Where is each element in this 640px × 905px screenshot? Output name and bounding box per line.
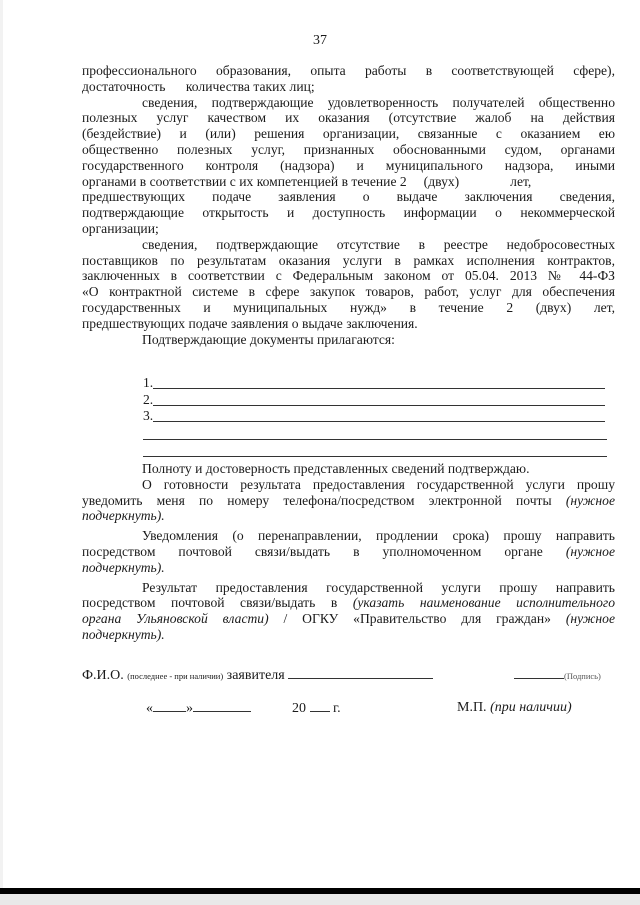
document-extra-line[interactable] [143, 439, 607, 440]
italic-note: подчеркнуть). [82, 559, 165, 575]
text-line: Уведомления (о перенаправлении, продлении срока) прошу направить [142, 528, 615, 544]
text-line: общественно полезных услуг, признанных обоснованными судом, органами [82, 141, 615, 157]
confirmation-block [82, 461, 615, 643]
quote-close: » [186, 701, 193, 716]
text-fragment: посредством почтовой связи/выдать в уполномоченном органе [82, 543, 566, 559]
text-line [82, 508, 615, 524]
text-line: полезных услуг качеством их оказания (отсутствие жалоб на действия [82, 110, 615, 126]
signature-field[interactable] [514, 667, 564, 679]
italic-note: (нужное [565, 611, 615, 627]
month-field[interactable] [193, 700, 251, 712]
document-item-number: 2. [143, 392, 154, 407]
text-line: поставщиков по результатам оказания услуги в рамках исполнения контрактов, [82, 252, 615, 268]
year-prefix: 20 [292, 701, 306, 716]
text-line [82, 611, 615, 627]
document-item-line[interactable] [153, 405, 605, 406]
text-line: государственных и муниципальных нужд» в течение 2 (двух) лет, [82, 299, 615, 315]
italic-note: (нужное [565, 543, 615, 559]
text-line: сведения, подтверждающие удовлетворенность получателей общественно [142, 94, 615, 110]
attachments-heading: Подтверждающие документы прилагаются: [142, 331, 395, 347]
document-body [82, 63, 615, 347]
applicant-label: заявителя [226, 668, 285, 683]
text-line: «О контрактной системе в сфере закупок товаров, работ, услуг для обеспечения [82, 284, 615, 300]
text-line [82, 544, 615, 560]
year-suffix: г. [333, 701, 341, 716]
stamp-label [457, 700, 572, 716]
text-line: профессионального образования, опыта работы в соответствующей сфере), [82, 63, 615, 78]
signature-row [82, 667, 433, 684]
document-item-number: 3. [143, 408, 154, 423]
italic-note: (указать наименование исполнительного [352, 595, 615, 611]
year-field[interactable] [310, 700, 330, 712]
text-line: государственного контроля (надзора) и муниципального надзора, иными [82, 157, 615, 173]
document-item-number: 1. [143, 375, 154, 390]
signature-field-group [514, 667, 601, 684]
stamp-mp: М.П. [457, 700, 487, 715]
text-fragment: / ОГКУ «Правительство для граждан» [268, 611, 566, 627]
fio-note: (последнее - при наличии) [127, 671, 224, 681]
day-field[interactable] [153, 700, 186, 712]
document-item-line[interactable] [153, 421, 605, 422]
text-line: организации; [82, 220, 159, 236]
year-group [292, 700, 341, 717]
italic-note: органа Ульяновской власти) [82, 611, 269, 627]
date-row [146, 700, 251, 717]
fio-label: Ф.И.О. [82, 668, 124, 683]
document-item-line[interactable] [153, 388, 605, 389]
text-line [82, 595, 615, 611]
italic-note: подчеркнуть). [82, 508, 165, 524]
text-line: предшествующих подаче заявления о выдаче заключения сведения, [82, 189, 615, 205]
applicant-name-field[interactable] [288, 667, 433, 679]
text-line: сведения, подтверждающие отсутствие в реестре недобросовестных [142, 236, 615, 252]
text-fragment: уведомить меня по номеру телефона/посредством электронной почты [82, 492, 566, 508]
text-line: Результат предоставления государственной услуги прошу направить [142, 579, 615, 595]
signature-label: (Подпись) [564, 671, 601, 681]
text-line [82, 627, 615, 643]
italic-note: (нужное [565, 492, 615, 508]
text-line: Полноту и достоверность представленных сведений подтверждаю. [142, 461, 530, 476]
italic-note: подчеркнуть). [82, 626, 165, 642]
text-line: О готовности результата предоставления государственной услуги прошу [142, 476, 615, 492]
text-line: заключенных в соответствии с Федеральным законом от 05.04. 2013 № 44-ФЗ [82, 268, 615, 284]
quote-open: « [146, 701, 153, 716]
text-line: (бездействие) и (или) решения организации, связанные с оказанием ею [82, 126, 615, 142]
text-line: достаточность количества таких лиц; [82, 78, 315, 94]
text-line [82, 560, 615, 576]
scan-bottom-strip [0, 894, 640, 905]
stamp-note: (при наличии) [490, 700, 572, 715]
text-fragment: посредством почтовой связи/выдать в [82, 595, 353, 611]
text-line: подтверждающие открытость и доступность информации о некоммерческой [82, 205, 615, 221]
text-line: предшествующих подаче заявления о выдаче заключения. [82, 315, 418, 331]
scan-edge [0, 0, 3, 905]
text-line [82, 493, 615, 509]
page-number: 37 [313, 33, 327, 48]
document-extra-line[interactable] [143, 456, 607, 457]
text-line: органами в соответствии с их компетенцией в течение 2 (двух) лет, [82, 173, 532, 189]
